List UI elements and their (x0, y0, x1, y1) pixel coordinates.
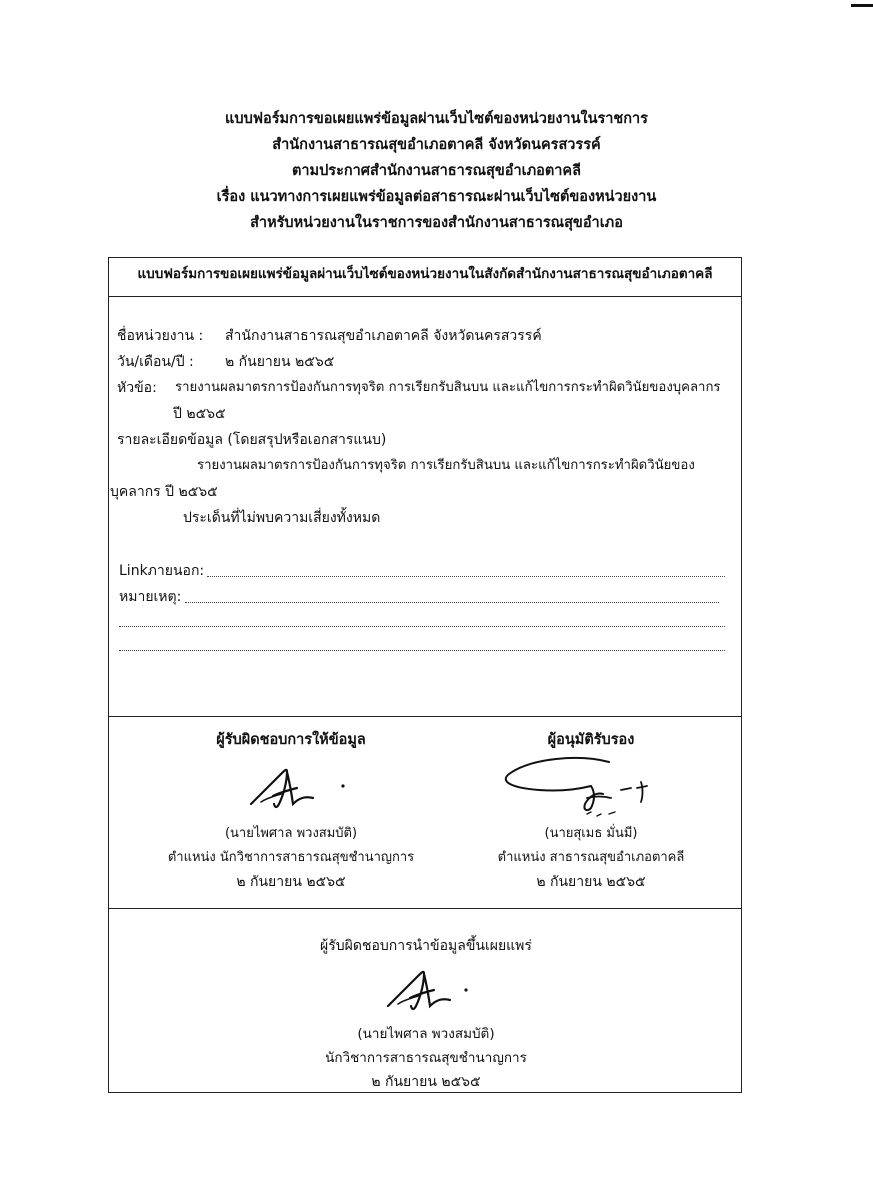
note-label: หมายเหตุ: (119, 589, 182, 605)
responsible-name: (นายไพศาล พวงสมบัติ) (224, 826, 358, 841)
note-field-line-2[interactable] (119, 626, 725, 627)
title-line-3: ตามประกาศสำนักงานสาธารณสุขอำเภอตาคลี (291, 163, 582, 179)
document-title (0, 106, 873, 236)
detail-label: รายละเอียดข้อมูล (โดยสรุปหรือเอกสารแนบ) (117, 432, 387, 448)
responsible-signature-image (201, 752, 381, 822)
subject-value: รายงานผลมาตรการป้องกันการทุจริต การเรียกรับสินบน และแก้ไขการกระทำผิดวินัยของบุคลากร (175, 380, 721, 395)
section-divider-1 (109, 716, 741, 717)
approver-date: ๒ กันยายน ๒๕๖๕ (536, 874, 646, 890)
title-line-1: แบบฟอร์มการขอเผยแพร่ข้อมูลผ่านเว็บไซต์ของหน่วยงานในราชการ (225, 111, 648, 127)
date-label: วัน/เดือน/ปี : (117, 354, 194, 370)
publisher-signature-block (276, 934, 576, 1094)
unit-value: สำนักงานสาธารณสุขอำเภอตาคลี จังหวัดนครสวรรค์ (225, 328, 542, 344)
unit-label: ชื่อหน่วยงาน : (117, 328, 204, 344)
external-link-field[interactable] (207, 576, 725, 577)
detail-line-1: รายงานผลมาตรการป้องกันการทุจริต การเรียกรับสินบน และแก้ไขการกระทำผิดวินัยของ (197, 458, 695, 473)
note-field-line-3[interactable] (119, 650, 725, 651)
approver-signature-block (441, 728, 741, 894)
detail-line-3: ประเด็นที่ไม่พบความเสี่ยงทั้งหมด (183, 510, 381, 526)
title-line-2: สำนักงานสาธารณสุขอำเภอตาคลี จังหวัดนครสวรรค์ (272, 137, 601, 153)
subject-continuation: ปี ๒๕๖๕ (173, 406, 226, 422)
scan-corner-mark (851, 4, 873, 7)
title-line-4: เรื่อง แนวทางการเผยแพร่ข้อมูลต่อสาธารณะผ่านเว็บไซต์ของหน่วยงาน (216, 189, 657, 205)
responsible-position: ตำแหน่ง นักวิชาการสาธารณสุขชำนาญการ (167, 850, 415, 865)
responsible-title: ผู้รับผิดชอบการให้ข้อมูล (216, 732, 366, 748)
responsible-signature-block (141, 728, 441, 894)
section-divider-2 (109, 908, 741, 909)
header-divider (109, 296, 741, 297)
publisher-title: ผู้รับผิดชอบการนำข้อมูลขึ้นเผยแพร่ (320, 938, 532, 954)
title-line-5: สำหรับหน่วยงานในราชการของสำนักงานสาธารณสุขอำเภอ (250, 215, 623, 231)
publisher-signature-image (336, 958, 516, 1022)
publisher-position: นักวิชาการสาธารณสุขชำนาญการ (325, 1050, 527, 1066)
form-header: แบบฟอร์มการขอเผยแพร่ข้อมูลผ่านเว็บไซต์ของหน่วยงานในสังกัดสำนักงานสาธารณสุขอำเภอตาคลี (137, 266, 713, 282)
note-field[interactable] (185, 602, 719, 603)
date-value: ๒ กันยายน ๒๕๖๕ (225, 354, 335, 370)
approver-title: ผู้อนุมัติรับรอง (547, 732, 635, 748)
publisher-name: (นายไพศาล พวงสมบัติ) (357, 1026, 495, 1042)
responsible-date: ๒ กันยายน ๒๕๖๕ (236, 874, 346, 890)
approver-signature-image (491, 752, 691, 822)
external-link-label: Linkภายนอก: (119, 563, 205, 579)
subject-label: หัวข้อ: (117, 380, 157, 396)
request-form (108, 257, 742, 1093)
publisher-date: ๒ กันยายน ๒๕๖๕ (371, 1074, 481, 1090)
approver-position: ตำแหน่ง สาธารณสุขอำเภอตาคลี (497, 850, 685, 865)
detail-line-2: บุคลากร ปี ๒๕๖๕ (110, 484, 218, 500)
approver-name: (นายสุเมธ มั่นมี) (544, 826, 638, 841)
